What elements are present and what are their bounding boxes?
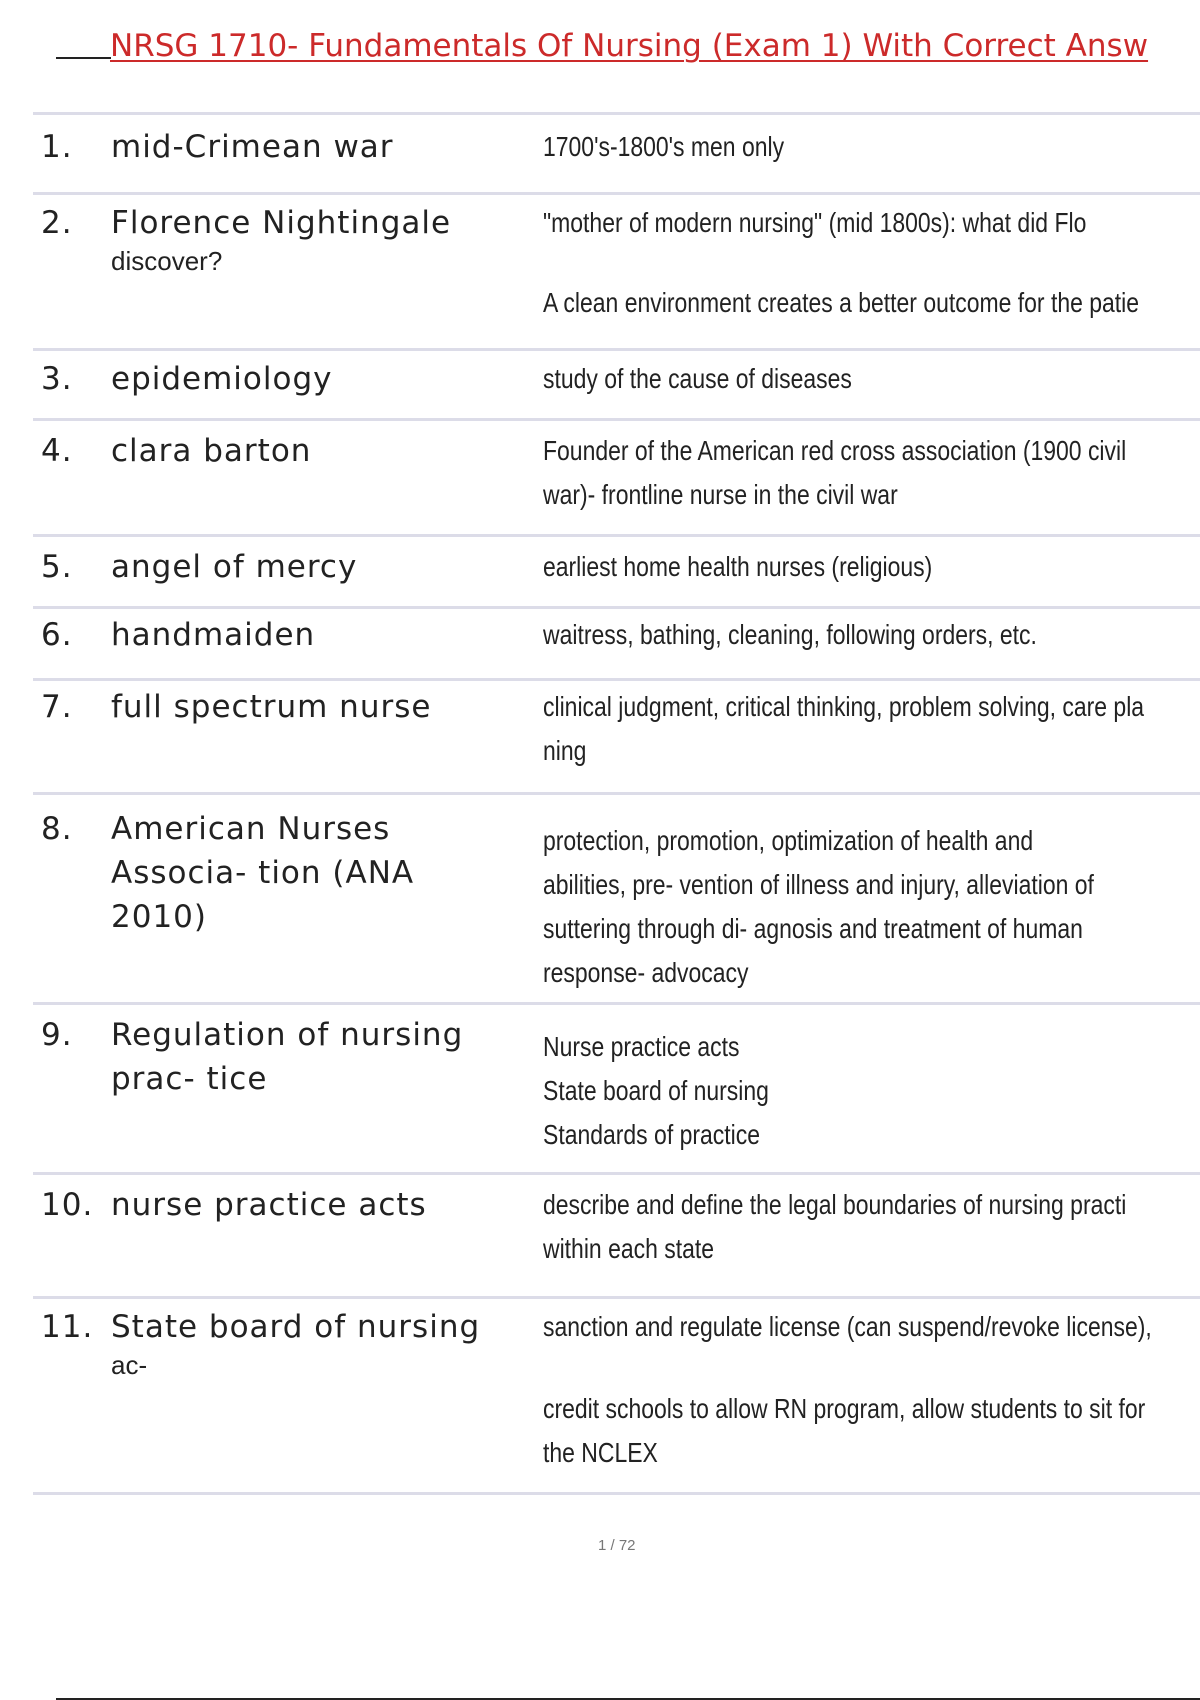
table-row bbox=[33, 195, 1200, 351]
row-term bbox=[111, 685, 511, 729]
definition-line: credit schools to allow RN program, allow students to sit for bbox=[543, 1393, 1146, 1424]
definition-line: suttering through di- agnosis and treatment of human bbox=[543, 913, 1083, 944]
row-definition bbox=[543, 685, 1145, 773]
row-number: 1. bbox=[41, 129, 73, 165]
row-number: 3. bbox=[41, 361, 73, 397]
row-number: 8. bbox=[41, 811, 73, 847]
page-number: 1 / 72 bbox=[598, 1537, 636, 1554]
table-row bbox=[33, 421, 1200, 537]
row-definition bbox=[543, 201, 1140, 325]
row-number: 2. bbox=[41, 205, 73, 241]
definition-line: Nurse practice acts bbox=[543, 1031, 740, 1062]
definition-line: within each state bbox=[543, 1233, 715, 1264]
row-term bbox=[111, 357, 511, 401]
table-row bbox=[33, 351, 1200, 421]
term-text: Regulation of nursing prac- tice bbox=[111, 1017, 464, 1097]
term-text: clara barton bbox=[111, 433, 312, 469]
term-text: nurse practice acts bbox=[111, 1187, 427, 1223]
row-term bbox=[111, 613, 511, 657]
table-row bbox=[33, 1299, 1200, 1495]
term-text: epidemiology bbox=[111, 361, 333, 397]
row-definition bbox=[543, 1305, 1152, 1475]
definition-line: Standards of practice bbox=[543, 1119, 760, 1150]
term-subtext: discover? bbox=[111, 246, 223, 276]
definition-line: study of the cause of diseases bbox=[543, 363, 852, 394]
definition-line: clinical judgment, critical thinking, problem solving, care pla bbox=[543, 691, 1145, 722]
definition-line: waitress, bathing, cleaning, following orders, etc. bbox=[543, 619, 1037, 650]
row-definition bbox=[543, 429, 1127, 517]
row-definition bbox=[543, 819, 1101, 995]
row-term bbox=[111, 545, 511, 589]
definition-line: State board of nursing bbox=[543, 1075, 769, 1106]
definition-line: response- advocacy bbox=[543, 957, 749, 988]
table-row bbox=[33, 1005, 1200, 1175]
definition-line: protection, promotion, optimization of health and bbox=[543, 825, 1034, 856]
row-term bbox=[111, 1183, 511, 1227]
definition-line: war)- frontline nurse in the civil war bbox=[543, 479, 898, 510]
definition-line bbox=[543, 1349, 1101, 1387]
term-text: full spectrum nurse bbox=[111, 689, 432, 725]
definition-line: the NCLEX bbox=[543, 1437, 658, 1468]
row-term bbox=[111, 1305, 511, 1381]
row-term bbox=[111, 1013, 491, 1101]
row-term bbox=[111, 807, 441, 939]
qa-table bbox=[33, 112, 1200, 1495]
title-rule bbox=[56, 57, 111, 59]
definition-line: sanction and regulate license (can suspend/revoke license), bbox=[543, 1311, 1152, 1342]
definition-line: A clean environment creates a better outcome for the patie bbox=[543, 287, 1140, 318]
table-row bbox=[33, 115, 1200, 195]
row-definition bbox=[543, 1183, 1127, 1271]
row-term bbox=[111, 201, 511, 277]
definition-line: ning bbox=[543, 735, 587, 766]
definition-line: earliest home health nurses (religious) bbox=[543, 551, 933, 582]
table-row bbox=[33, 537, 1200, 609]
row-number: 10. bbox=[41, 1187, 94, 1223]
row-definition bbox=[543, 545, 1101, 589]
row-definition bbox=[543, 125, 1101, 169]
definition-line: 1700's-1800's men only bbox=[543, 131, 785, 162]
row-definition bbox=[543, 357, 1101, 401]
term-text: angel of mercy bbox=[111, 549, 358, 585]
term-text: mid-Crimean war bbox=[111, 129, 394, 165]
row-number: 11. bbox=[41, 1309, 94, 1345]
term-text: Florence Nightingale bbox=[111, 205, 452, 241]
row-number: 7. bbox=[41, 689, 73, 725]
row-definition bbox=[543, 1025, 1101, 1157]
definition-line: abilities, pre- vention of illness and injury, alleviation of bbox=[543, 869, 1094, 900]
term-text: American Nurses Associa- tion (ANA 2010) bbox=[111, 811, 415, 935]
row-definition bbox=[543, 613, 1101, 657]
page-title: NRSG 1710- Fundamentals Of Nursing (Exam 1) With Correct Answ bbox=[110, 28, 1149, 64]
row-term bbox=[111, 429, 511, 473]
table-row bbox=[33, 681, 1200, 795]
definition-line: "mother of modern nursing" (mid 1800s): what did Flo bbox=[543, 207, 1087, 238]
term-subtext: ac- bbox=[111, 1350, 148, 1380]
term-text: handmaiden bbox=[111, 617, 316, 653]
row-number: 5. bbox=[41, 549, 73, 585]
row-number: 4. bbox=[41, 433, 73, 469]
term-text: State board of nursing bbox=[111, 1309, 481, 1345]
table-row bbox=[33, 609, 1200, 681]
table-row bbox=[33, 1175, 1200, 1299]
definition-line: Founder of the American red cross association (1900 civil bbox=[543, 435, 1127, 466]
definition-line bbox=[543, 245, 1101, 281]
table-row bbox=[33, 795, 1200, 1005]
row-term bbox=[111, 125, 511, 169]
row-number: 9. bbox=[41, 1017, 73, 1053]
definition-line: describe and define the legal boundaries of nursing practi bbox=[543, 1189, 1127, 1220]
row-number: 6. bbox=[41, 617, 73, 653]
